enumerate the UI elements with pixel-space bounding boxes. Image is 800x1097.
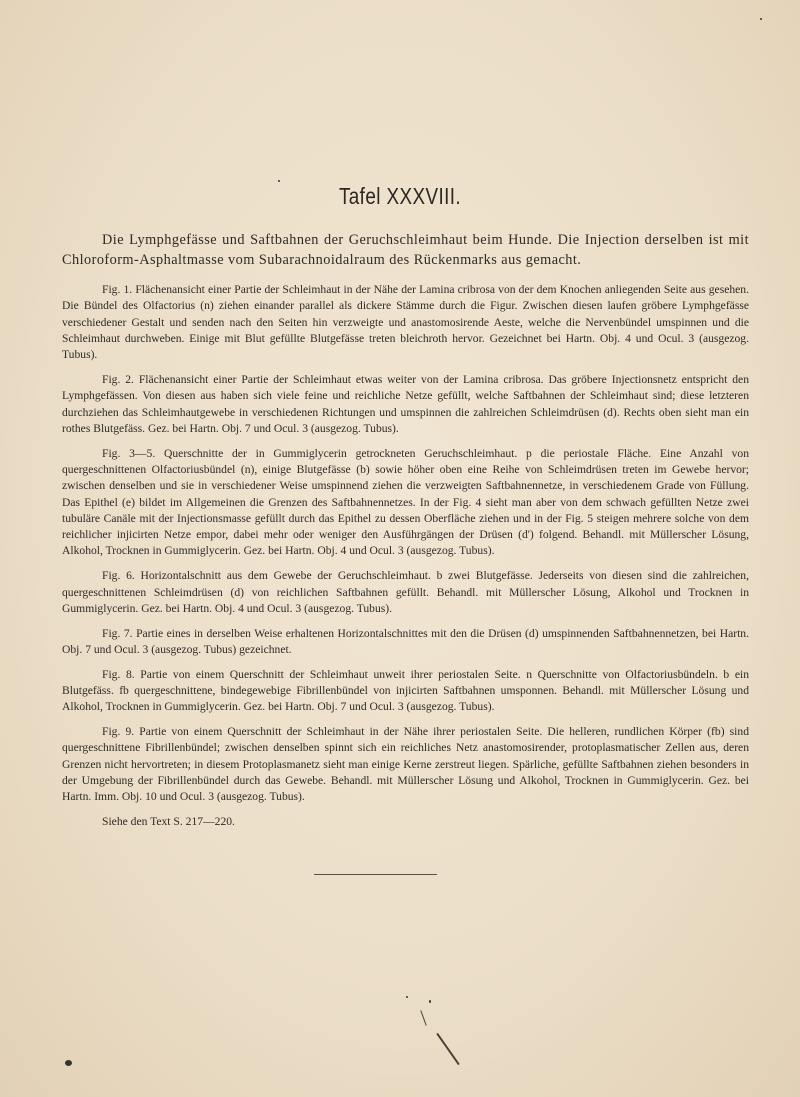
figure-caption-7: Fig. 7. Partie eines in derselben Weise erhaltenen Horizontalschnittes mit den die Drüsen (d) umspinnenden Saftbahnennetzen, bei Hartn. Obj. 7 und Ocul. 3 (ausgezog. Tubus) gezeichnet. [62, 626, 749, 656]
figure-caption-6: Fig. 6. Horizontalschnitt aus dem Gewebe der Geruchschleimhaut. b zwei Blutgefässe. Jederseits von diesen sind die zahlreichen, quergeschnittenen Schleimdrüsen (d) von reichlichen Saftbahnen gefüllt. Behandl. mit Müllerscher Lösung, Alkohol und Trocknen in Gummiglycerin. Gez. bei Hartn. Obj. 4 und Ocul. 3 (ausgezog. Tubus). [62, 569, 749, 615]
plate-intro: Die Lymphgefässe und Saftbahnen der Geruchschleimhaut beim Hunde. Die Injection derselben ist mit Chloroform-Asphaltmasse vom Subarachnoidalraum des Rückenmarks aus gemacht. [62, 232, 749, 268]
paper-scratch [420, 1010, 426, 1025]
figure-caption-9: Fig. 9. Partie von einem Querschnitt der Schleimhaut in der Nähe ihrer periostalen Seite. Die helleren, rundlichen Körper (fb) sind quergeschnittene Fibrillenbündel; zwischen denselben spinnt sich ein reichliches Netz anastomosirender, protoplasmatischer Zellen aus, deren Grenzen nicht hervortreten; in diesem Protoplasmanetz sieht man einige Kerne zerstreut liegen. Spärliche, gefüllte Saftbahnen ziehen besonders in der Umgebung der Fibrillenbündel durch das Gewebe. Behandl. mit Müllerscher Lösung und Alkohol, Trocknen in Gummiglycerin. Gez. bei Hartn. Imm. Obj. 10 und Ocul. 3 (ausgezog. Tubus). [62, 725, 749, 804]
plate-title: Tafel XXXVIII. [338, 183, 462, 209]
figure-captions [62, 282, 749, 830]
paper-speck [429, 1000, 431, 1003]
text-reference: Siehe den Text S. 217—220. [102, 815, 235, 829]
paper-speck [406, 996, 408, 998]
paper-speck [65, 1060, 72, 1066]
paper-speck [278, 180, 280, 182]
figure-caption-3-5: Fig. 3—5. Querschnitte der in Gummiglycerin getrockneten Geruchschleimhaut. p die periostale Fläche. Eine Anzahl von quergeschnittenen Olfactoriusbündel (n), einige Blutgefässe (b) sowie höher oben eine Reihe von Schleimdrüsen treten im Gewebe hervor; zwischen denselben und sie in verschiedener Weise umspinnend ziehen die verzweigten Saftbahnennetze, in verschiedenem Grade von Füllung. Das Epithel (e) bildet im Allgemeinen die Grenzen des Saftbahnennetzes. In der Fig. 4 sieht man aber von dem schwach gefüllten Netze zwei tubuläre Canäle mit der Injectionsmasse gefüllt durch das Epithel zu dessen Oberfläche ziehen und in der Fig. 5 steigen mehrere solche von dem reichlicher injicirten Netze empor, dabei mehr oder weniger den Ausführgängen der Drüsen (d') folgend. Behandl. mit Müllerscher Lösung, Alkohol, Trocknen in Gummiglycerin. Gez. bei Hartn. Obj. 4 und Ocul. 3 (ausgezog. Tubus). [62, 446, 749, 558]
paper-speck [760, 18, 762, 20]
figure-caption-1: Fig. 1. Flächenansicht einer Partie der Schleimhaut in der Nähe der Lamina cribrosa von der dem Knochen anliegenden Seite aus gesehen. Die Bündel des Olfactorius (n) ziehen einander parallel als dickere Stämme durch die Figur. Zwischen diesen laufen gröbere Lymphgefässe verschiedener Gestalt und senden nach den Seiten hin verzweigte und anastomosirende Aeste, welche die Nervenbündel umspinnen und die Schleimhaut durchweben. Einige mit Blut gefüllte Blutgefässe treten bleichroth hervor. Gezeichnet bei Hartn. Obj. 4 und Ocul. 3 (ausgezog. Tubus). [62, 283, 749, 362]
paper-scratch [436, 1033, 459, 1065]
figure-caption-8: Fig. 8. Partie von einem Querschnitt der Schleimhaut unweit ihrer periostalen Seite. n Querschnitte von Olfactoriusbündeln. b ein Blutgefäss. fb quergeschnittene, bindegewebige Fibrillenbündel von injicirten Saftbahnen umsponnen. Behandl. mit Müllerscher Lösung und Alkohol, Trocknen in Gummiglycerin. Gez. bei Hartn. Obj. 7 und Ocul. 3 (ausgezog. Tubus). [62, 667, 749, 714]
divider-rule [314, 874, 437, 875]
figure-caption-2: Fig. 2. Flächenansicht einer Partie der Schleimhaut etwas weiter von der Lamina cribrosa. Das gröbere Injectionsnetz entspricht den Lymphgefässen. Von diesen aus haben sich viele feine und reichliche Netze gefüllt, welche Saftbahnen der Schleimhaut sind; diese letzteren durchziehen das Schleimhautgewebe in verschiedenen Richtungen und umspinnen die zahlreichen Schleimdrüsen (d). Rechts oben sieht man ein rothes Blutgefäss. Gez. bei Hartn. Obj. 7 und Ocul. 3 (ausgezog. Tubus). [62, 372, 749, 435]
